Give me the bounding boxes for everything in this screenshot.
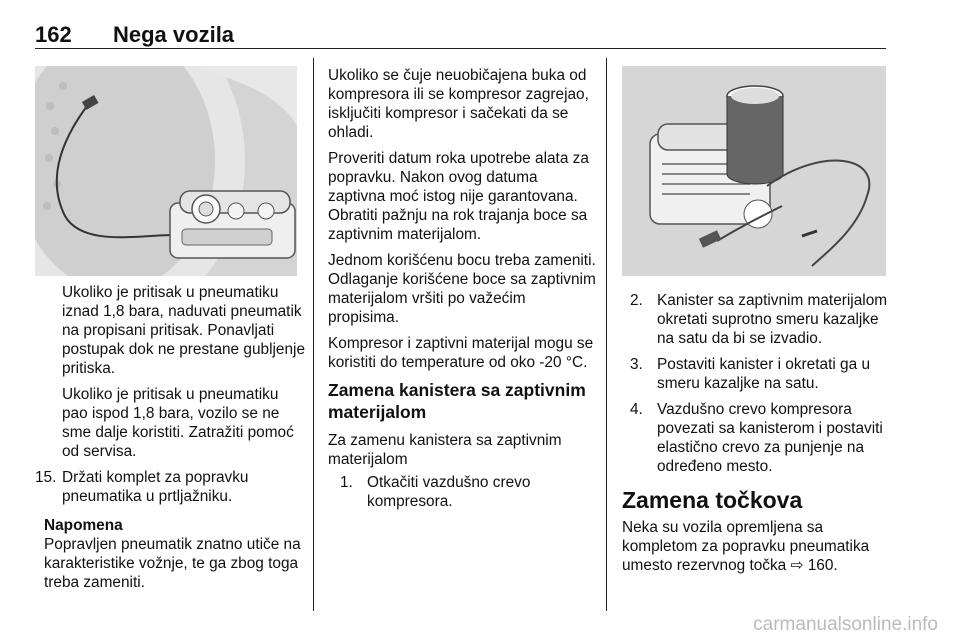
left-column (35, 283, 305, 592)
paragraph-text: Neka su vozila opremljena sa kompletom za popravku pneumatika umesto rezervnog točka (622, 519, 870, 574)
paragraph: Proveriti datum roka upotrebe alata za popravku. Nakon ovog datuma zaptivna moć istog nije garantovana. Obratiti pažnju na rok trajanja boce sa zaptivnim materijalom. (328, 150, 589, 243)
step-text: Otkačiti vazdušno crevo kompresora. (367, 474, 531, 510)
canister-replacement-illustration (622, 66, 886, 276)
step-text: Držati komplet za popravku pneumatika u prtljažniku. (62, 469, 249, 505)
tire-compressor-illustration (35, 66, 297, 276)
column-divider-left (313, 58, 314, 611)
page-header (35, 22, 234, 48)
header-rule (35, 48, 886, 49)
right-column (622, 291, 890, 582)
section-heading: Zamena kanistera sa zaptivnim materijalom (328, 380, 586, 422)
step-number: 15. (35, 469, 57, 486)
page-reference-arrow-icon[interactable]: ⇨ (790, 557, 804, 574)
step-number: 1. (340, 474, 353, 491)
step-1 (340, 473, 596, 511)
paragraph: Kompresor i zaptivni materijal mogu se koristiti do temperature od oko -20 °C. (328, 335, 594, 371)
page-reference[interactable]: 160. (807, 557, 838, 574)
step-number: 3. (630, 356, 643, 373)
middle-column (328, 66, 596, 518)
step-15 (35, 468, 305, 506)
paragraph: Za zamenu kanistera sa zaptivnim materijalom (328, 432, 562, 468)
note (35, 516, 305, 592)
step-text: Kanister sa zaptivnim materijalom okretati suprotno smeru kazaljke na satu da bi se izvadio. (657, 292, 888, 347)
note-text: Popravljen pneumatik znatno utiče na karakteristike vožnje, te ga zbog toga treba zameniti. (44, 536, 301, 591)
paragraph (622, 518, 890, 575)
paragraph: Ukoliko je pritisak u pneumatiku iznad 1,8 bara, naduvati pneumatik na propisani pritisak. Ponavljati postupak dok ne prestane gubljenje pritiska. (62, 284, 306, 377)
step-3 (630, 355, 890, 393)
watermark: carmanualsonline.info (753, 614, 938, 635)
step-2 (630, 291, 890, 348)
paragraph: Jednom korišćenu bocu treba zameniti. Odlaganje korišćene boce sa zaptivnim materijalom vršiti po važećim propisima. (328, 252, 596, 326)
step-number: 2. (630, 292, 643, 309)
step-text: Vazdušno crevo kompresora povezati sa kanisterom i postaviti elastično crevo za punjenje na određeno mesto. (657, 401, 883, 475)
note-title: Napomena (44, 517, 123, 534)
column-divider-right (606, 58, 607, 611)
step-text: Postaviti kanister i okretati ga u smeru kazaljke na satu. (657, 356, 871, 392)
page-title: Nega vozila (113, 22, 235, 47)
step-4 (630, 400, 890, 476)
page-number: 162 (35, 22, 72, 47)
paragraph: Ukoliko se čuje neuobičajena buka od kompresora ili se kompresor zagrejao, isključiti kompresor i sačekati da se ohladi. (328, 67, 589, 141)
paragraph: Ukoliko je pritisak u pneumatiku pao ispod 1,8 bara, vozilo se ne sme dalje koristiti. Zatražiti pomoć od servisa. (62, 386, 294, 460)
step-number: 4. (630, 401, 643, 418)
section-heading: Zamena točkova (622, 487, 803, 513)
